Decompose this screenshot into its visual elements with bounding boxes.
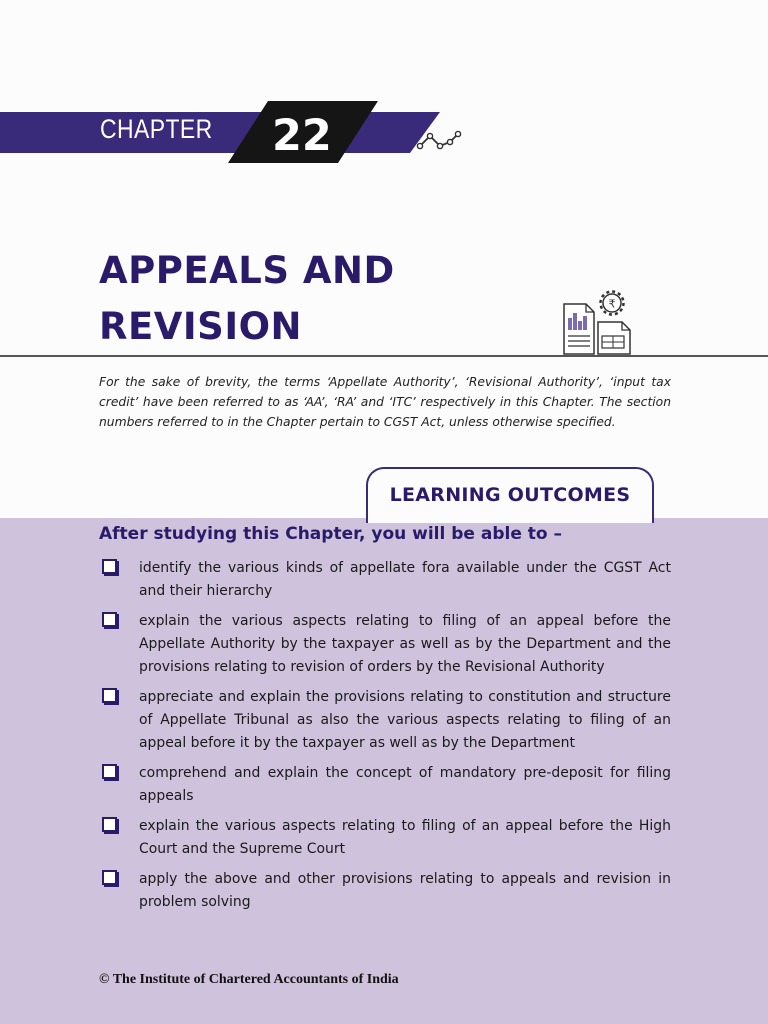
list-item xyxy=(99,761,671,807)
list-item-text: apply the above and other provisions relating to appeals and revision in problem solving xyxy=(139,870,671,910)
checkbox-icon xyxy=(102,612,117,627)
chapter-banner xyxy=(0,0,768,180)
learning-outcomes-tab xyxy=(366,467,654,523)
list-item xyxy=(99,609,671,678)
list-item-text: explain the various aspects relating to filing of an appeal before the Appellate Authority by the taxpayer as well as by the Department and the provisions relating to revision of orders by the Revisional Authority xyxy=(139,612,671,675)
list-item xyxy=(99,685,671,754)
trend-line-icon xyxy=(416,128,462,154)
list-item-text: appreciate and explain the provisions relating to constitution and structure of Appellate Tribunal as also the various aspects relating to filing of an appeal before it by the taxpayer as well as by the Department xyxy=(139,688,671,751)
learning-outcomes-heading: After studying this Chapter, you will be able to – xyxy=(99,524,563,544)
checkbox-icon xyxy=(102,817,117,832)
chapter-title-line-2: REVISION xyxy=(99,305,303,348)
list-item-text: identify the various kinds of appellate fora available under the CGST Act and their hierarchy xyxy=(139,559,671,599)
chapter-title-line-1: APPEALS AND xyxy=(99,249,395,292)
title-divider xyxy=(0,355,768,357)
list-item xyxy=(99,556,671,602)
checkbox-icon xyxy=(102,870,117,885)
list-item-text: explain the various aspects relating to filing of an appeal before the High Court and the Supreme Court xyxy=(139,817,671,857)
learning-outcomes-list xyxy=(99,556,671,920)
checkbox-icon xyxy=(102,559,117,574)
checkbox-icon xyxy=(102,764,117,779)
chapter-label: CHAPTER xyxy=(100,114,213,144)
chapter-title xyxy=(99,243,395,355)
list-item xyxy=(99,867,671,913)
checkbox-icon xyxy=(102,688,117,703)
intro-note: For the sake of brevity, the terms ‘Appellate Authority’, ‘Revisional Authority’, ‘input tax credit’ have been referred to as ‘AA’, ‘RA’ and ‘ITC’ respectively in this Chapter. The section numbers referred to in the Chapter pertain to CGST Act, unless otherwise specified. xyxy=(99,375,671,429)
list-item-text: comprehend and explain the concept of mandatory pre-deposit for filing appeals xyxy=(139,764,671,804)
svg-text:₹: ₹ xyxy=(608,297,616,311)
copyright-footer: © The Institute of Chartered Accountants of India xyxy=(99,972,399,987)
chapter-number: 22 xyxy=(272,111,332,161)
list-item xyxy=(99,814,671,860)
learning-outcomes-label: LEARNING OUTCOMES xyxy=(389,484,631,506)
documents-rupee-gear-icon xyxy=(560,288,634,356)
